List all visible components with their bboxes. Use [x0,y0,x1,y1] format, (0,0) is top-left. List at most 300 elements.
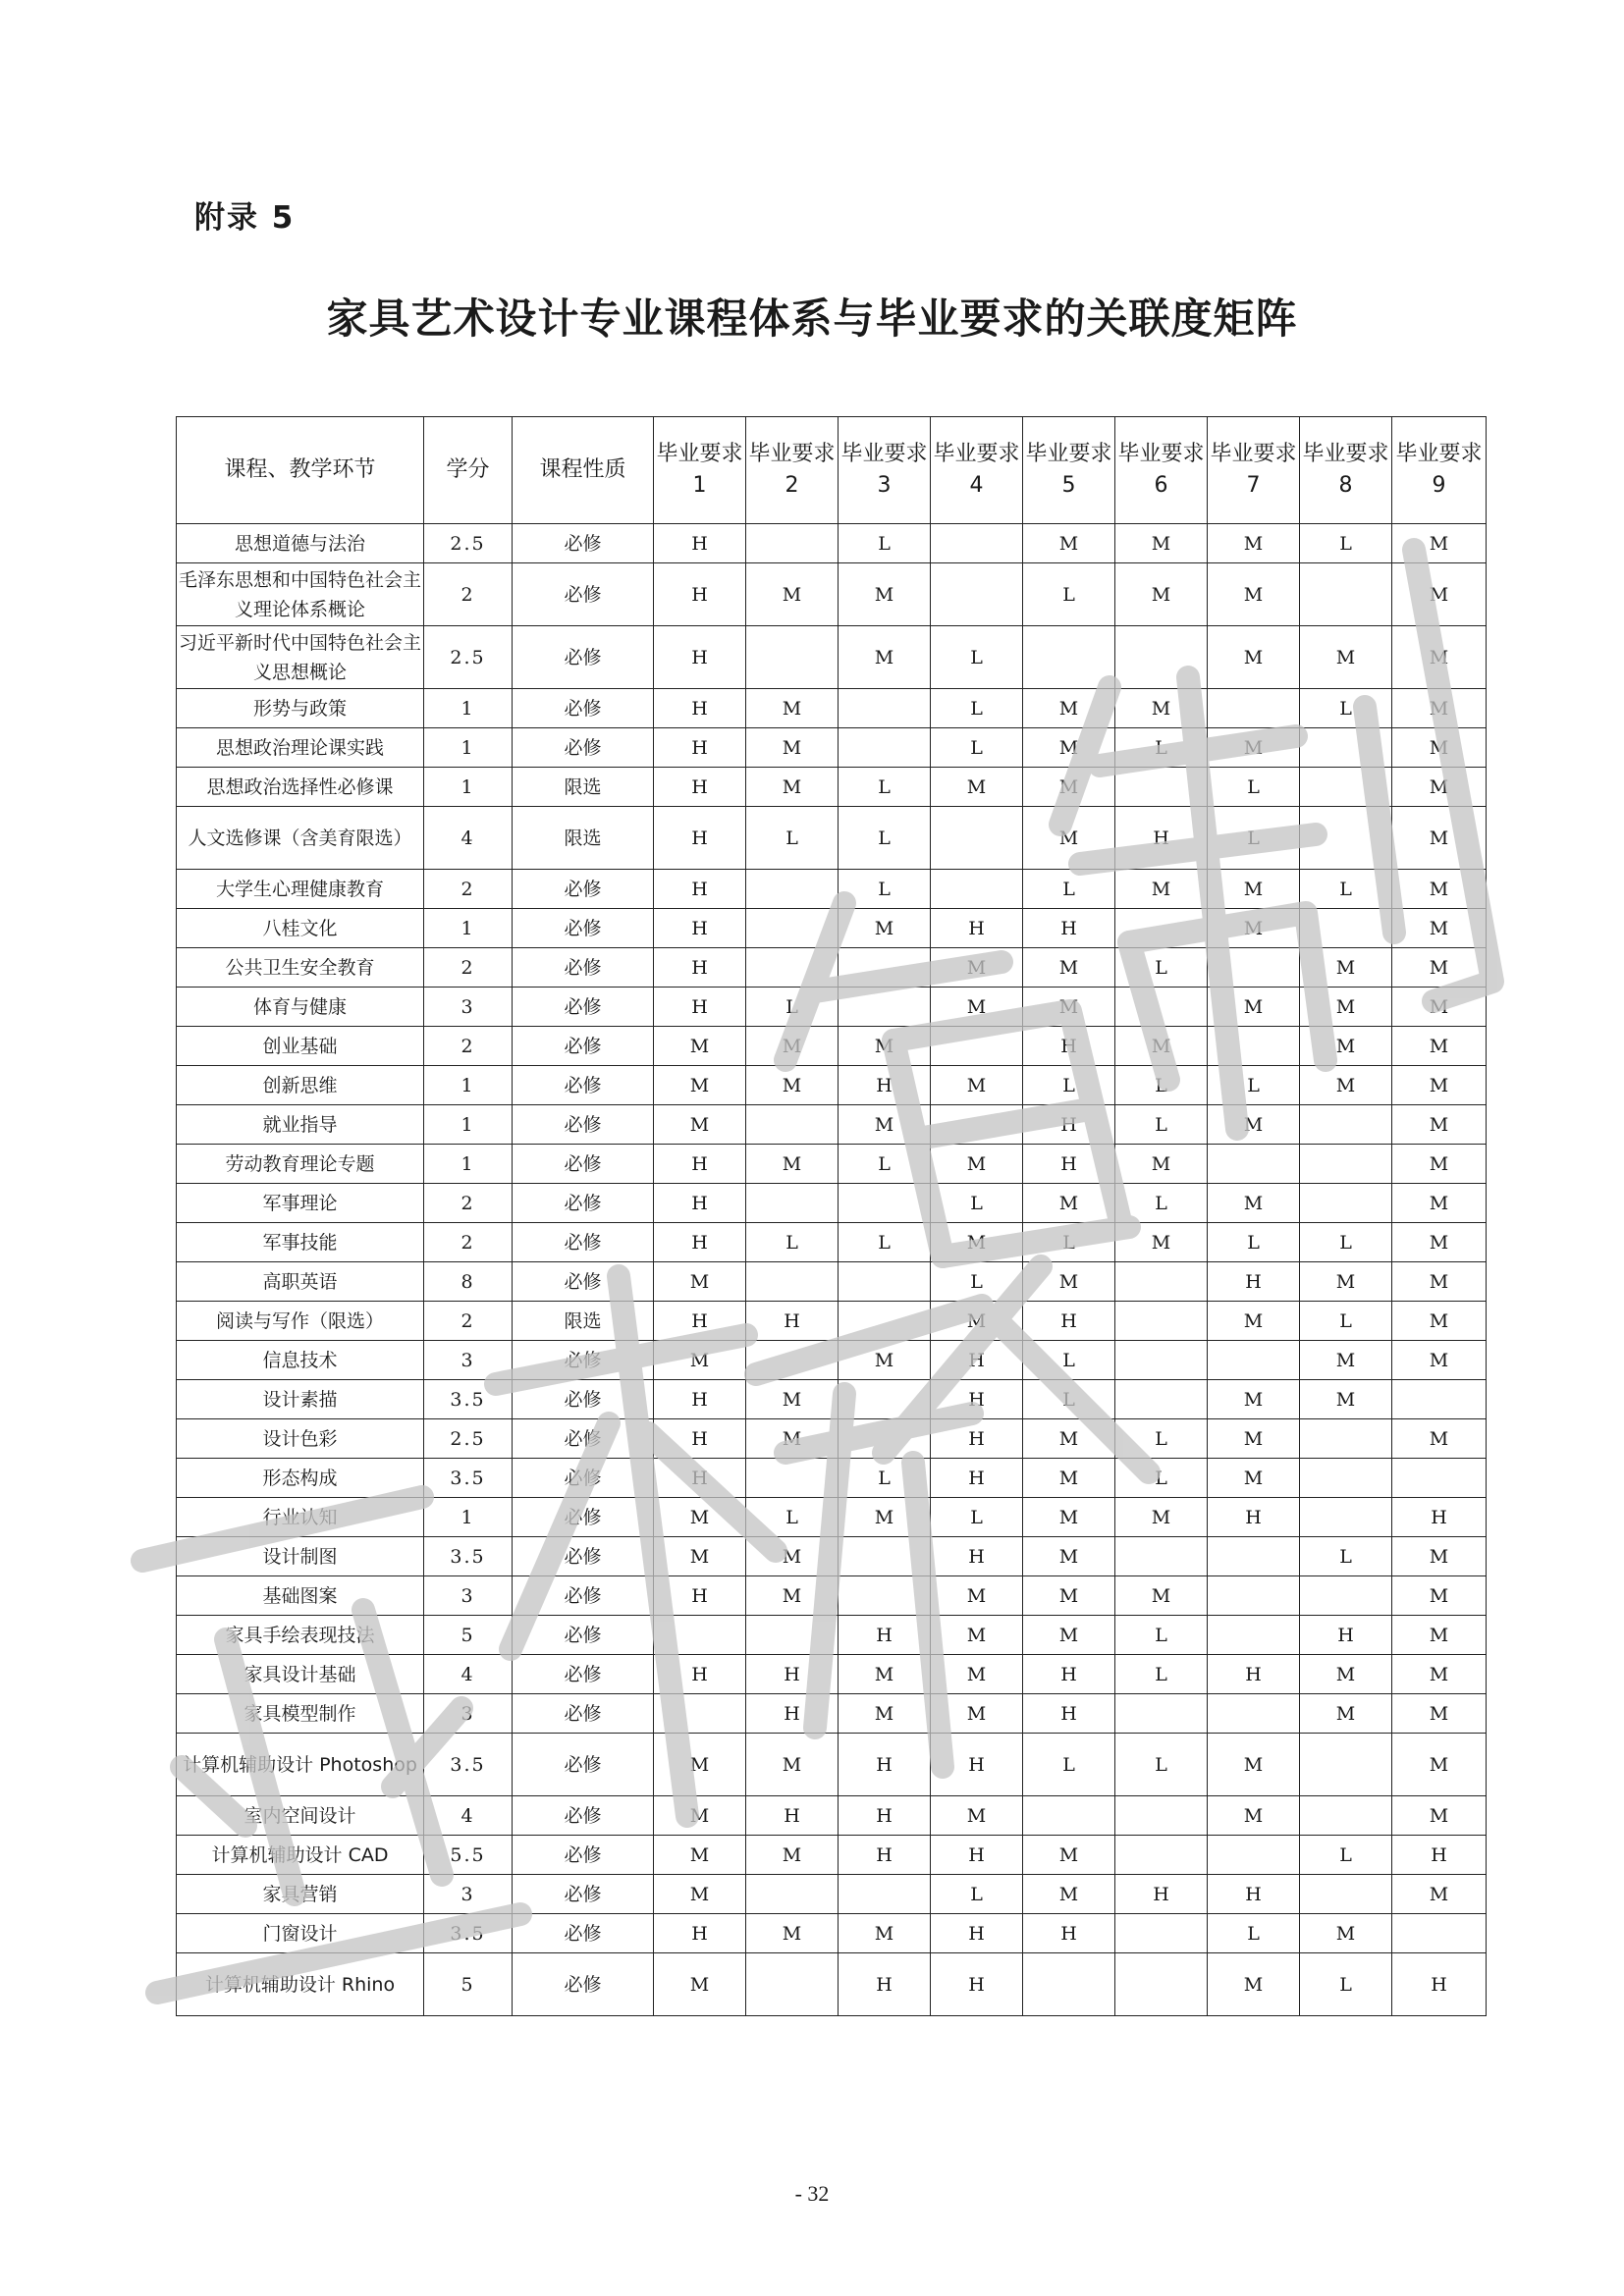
req-6-level-cell: H [1115,1875,1208,1914]
course-nature-cell: 必修 [513,1184,654,1223]
req-3-level-cell: L [839,807,931,870]
req-3-level-cell [839,1184,931,1223]
req-2-level-cell: L [746,1498,839,1537]
course-nature-cell: 必修 [513,563,654,626]
req-8-level-cell [1300,563,1392,626]
req-2-level-cell: M [746,563,839,626]
req-7-level-cell: M [1208,1796,1300,1836]
req-5-level-cell: M [1023,988,1115,1027]
credit-cell: 2 [424,1027,513,1066]
req-7-level-cell: M [1208,626,1300,689]
req-3-level-cell [839,948,931,988]
req-3-level-cell: M [839,1694,931,1734]
course-name-cell: 行业认知 [177,1498,424,1537]
course-nature-cell: 必修 [513,1105,654,1145]
req-2-level-cell: M [746,689,839,728]
req-1-level-cell: M [654,1066,746,1105]
req-6-level-cell [1115,768,1208,807]
req-6-level-cell [1115,1341,1208,1380]
appendix-label: 附录 5 [194,200,296,236]
document-title: 家具艺术设计专业课程体系与毕业要求的关联度矩阵 [326,294,1298,343]
credit-cell: 2 [424,1223,513,1262]
req-4-level-cell [931,563,1023,626]
header-row [177,417,1487,524]
req-9-level-cell [1392,1459,1487,1498]
credit-cell: 4 [424,1655,513,1694]
req-4-level-cell: L [931,689,1023,728]
table-row [177,1953,1487,2016]
table-row [177,1105,1487,1145]
header-req-9: 毕业要求9 [1392,417,1487,524]
req-8-level-cell: L [1300,1953,1392,2016]
req-8-level-cell: L [1300,1836,1392,1875]
course-nature-cell: 必修 [513,524,654,563]
req-5-level-cell: H [1023,1694,1115,1734]
req-2-level-cell: H [746,1655,839,1694]
credit-cell: 3.5 [424,1537,513,1576]
req-3-level-cell [839,1380,931,1419]
course-nature-cell: 必修 [513,870,654,909]
credit-cell: 2.5 [424,1419,513,1459]
credit-cell: 1 [424,909,513,948]
course-nature-cell: 必修 [513,626,654,689]
req-6-level-cell: L [1115,1459,1208,1498]
course-nature-cell: 必修 [513,1734,654,1796]
req-7-level-cell: M [1208,870,1300,909]
req-8-level-cell [1300,1419,1392,1459]
req-5-level-cell: M [1023,1537,1115,1576]
table-row [177,1914,1487,1953]
req-3-level-cell: M [839,909,931,948]
table-row [177,626,1487,689]
req-5-level-cell: M [1023,1576,1115,1616]
credit-cell: 1 [424,1066,513,1105]
req-1-level-cell: H [654,689,746,728]
req-4-level-cell: M [931,1796,1023,1836]
req-9-level-cell: H [1392,1953,1487,2016]
req-7-level-cell: M [1208,1734,1300,1796]
credit-cell: 1 [424,1498,513,1537]
req-5-level-cell: L [1023,1341,1115,1380]
credit-cell: 4 [424,807,513,870]
req-6-level-cell [1115,626,1208,689]
req-4-level-cell: M [931,1066,1023,1105]
req-1-level-cell: H [654,768,746,807]
req-5-level-cell: L [1023,563,1115,626]
req-3-level-cell: L [839,524,931,563]
req-6-level-cell [1115,1262,1208,1302]
req-9-level-cell: M [1392,909,1487,948]
req-6-level-cell: M [1115,1223,1208,1262]
req-3-level-cell [839,1875,931,1914]
req-9-level-cell: M [1392,1655,1487,1694]
req-2-level-cell [746,870,839,909]
req-7-level-cell [1208,1616,1300,1655]
req-4-level-cell [931,524,1023,563]
req-2-level-cell [746,524,839,563]
req-9-level-cell: M [1392,1796,1487,1836]
req-4-level-cell: M [931,948,1023,988]
req-4-level-cell: L [931,728,1023,768]
req-3-level-cell: M [839,1498,931,1537]
req-4-level-cell: L [931,626,1023,689]
req-1-level-cell: M [654,1796,746,1836]
req-6-level-cell: L [1115,1066,1208,1105]
req-4-level-cell: M [931,1302,1023,1341]
req-5-level-cell: M [1023,1498,1115,1537]
req-9-level-cell: M [1392,626,1487,689]
req-3-level-cell: L [839,870,931,909]
req-5-level-cell: M [1023,948,1115,988]
req-2-level-cell: L [746,807,839,870]
req-9-level-cell: M [1392,1223,1487,1262]
credit-cell: 2 [424,563,513,626]
req-1-level-cell: H [654,1223,746,1262]
course-name-cell: 计算机辅助设计 Photoshop [177,1734,424,1796]
req-7-level-cell [1208,1537,1300,1576]
req-4-level-cell: H [931,1734,1023,1796]
req-1-level-cell: M [654,1875,746,1914]
req-8-level-cell: L [1300,1223,1392,1262]
credit-cell: 1 [424,1145,513,1184]
req-6-level-cell: L [1115,948,1208,988]
req-8-level-cell [1300,807,1392,870]
req-6-level-cell: M [1115,689,1208,728]
req-7-level-cell: L [1208,1066,1300,1105]
credit-cell: 2 [424,948,513,988]
table-row [177,1694,1487,1734]
course-nature-cell: 限选 [513,1302,654,1341]
req-9-level-cell: H [1392,1498,1487,1537]
table-row [177,1576,1487,1616]
credit-cell: 3.5 [424,1380,513,1419]
req-3-level-cell: L [839,1145,931,1184]
credit-cell: 3 [424,1694,513,1734]
req-6-level-cell [1115,1694,1208,1734]
req-5-level-cell: H [1023,1027,1115,1066]
req-6-level-cell [1115,1796,1208,1836]
course-nature-cell: 必修 [513,1914,654,1953]
course-name-cell: 形势与政策 [177,689,424,728]
req-6-level-cell: L [1115,1734,1208,1796]
course-name-cell: 八桂文化 [177,909,424,948]
table-row [177,728,1487,768]
req-2-level-cell: M [746,1066,839,1105]
req-6-level-cell: M [1115,524,1208,563]
req-9-level-cell: M [1392,807,1487,870]
req-8-level-cell [1300,1105,1392,1145]
req-1-level-cell: H [654,1914,746,1953]
req-8-level-cell: M [1300,1655,1392,1694]
req-5-level-cell: M [1023,728,1115,768]
credit-cell: 3.5 [424,1734,513,1796]
course-nature-cell: 必修 [513,1836,654,1875]
req-5-level-cell: M [1023,1459,1115,1498]
table-row [177,870,1487,909]
table-row [177,1796,1487,1836]
course-nature-cell: 必修 [513,1380,654,1419]
req-7-level-cell [1208,1836,1300,1875]
req-5-level-cell: M [1023,1184,1115,1223]
req-9-level-cell: M [1392,1419,1487,1459]
req-1-level-cell: H [654,524,746,563]
table-row [177,948,1487,988]
req-1-level-cell: M [654,1836,746,1875]
req-7-level-cell: M [1208,1184,1300,1223]
req-3-level-cell [839,728,931,768]
req-2-level-cell: M [746,1734,839,1796]
req-6-level-cell: L [1115,1105,1208,1145]
req-5-level-cell: M [1023,1262,1115,1302]
req-8-level-cell: L [1300,689,1392,728]
req-8-level-cell: M [1300,1341,1392,1380]
req-8-level-cell: M [1300,1262,1392,1302]
course-nature-cell: 必修 [513,1655,654,1694]
table-row [177,1459,1487,1498]
req-1-level-cell: H [654,1380,746,1419]
req-1-level-cell: M [654,1105,746,1145]
req-7-level-cell: M [1208,1380,1300,1419]
header-req-4: 毕业要求4 [931,417,1023,524]
req-7-level-cell: H [1208,1875,1300,1914]
course-nature-cell: 必修 [513,1796,654,1836]
req-9-level-cell: M [1392,1875,1487,1914]
req-7-level-cell: M [1208,1953,1300,2016]
course-nature-cell: 限选 [513,807,654,870]
course-name-cell: 创新思维 [177,1066,424,1105]
table-row [177,1184,1487,1223]
req-2-level-cell: M [746,768,839,807]
req-8-level-cell: L [1300,870,1392,909]
course-nature-cell: 必修 [513,1262,654,1302]
req-8-level-cell [1300,1796,1392,1836]
table-row [177,1223,1487,1262]
req-8-level-cell: M [1300,1066,1392,1105]
req-4-level-cell: H [931,1914,1023,1953]
req-3-level-cell [839,689,931,728]
req-3-level-cell: L [839,1459,931,1498]
table-row [177,1537,1487,1576]
course-nature-cell: 必修 [513,689,654,728]
course-name-cell: 设计色彩 [177,1419,424,1459]
course-nature-cell: 必修 [513,1616,654,1655]
credit-cell: 2.5 [424,524,513,563]
req-7-level-cell [1208,1027,1300,1066]
req-5-level-cell: M [1023,1419,1115,1459]
req-6-level-cell [1115,1836,1208,1875]
req-5-level-cell: M [1023,807,1115,870]
course-nature-cell: 必修 [513,948,654,988]
req-2-level-cell [746,1459,839,1498]
req-7-level-cell: M [1208,728,1300,768]
req-6-level-cell: M [1115,563,1208,626]
course-name-cell: 基础图案 [177,1576,424,1616]
req-4-level-cell: L [931,1498,1023,1537]
req-4-level-cell [931,807,1023,870]
req-2-level-cell [746,626,839,689]
req-6-level-cell: M [1115,1027,1208,1066]
table-row [177,1616,1487,1655]
course-name-cell: 公共卫生安全教育 [177,948,424,988]
req-3-level-cell [839,1262,931,1302]
req-7-level-cell: L [1208,807,1300,870]
req-8-level-cell: L [1300,524,1392,563]
req-2-level-cell: M [746,1419,839,1459]
req-3-level-cell: M [839,1105,931,1145]
req-3-level-cell: M [839,1341,931,1380]
table-row [177,1066,1487,1105]
table-row [177,909,1487,948]
req-2-level-cell: H [746,1796,839,1836]
req-4-level-cell: L [931,1184,1023,1223]
req-9-level-cell: M [1392,728,1487,768]
course-name-cell: 军事技能 [177,1223,424,1262]
req-8-level-cell: L [1300,1302,1392,1341]
course-name-cell: 家具营销 [177,1875,424,1914]
req-8-level-cell [1300,1145,1392,1184]
req-2-level-cell [746,909,839,948]
req-5-level-cell: M [1023,768,1115,807]
req-2-level-cell [746,1875,839,1914]
req-2-level-cell: M [746,1027,839,1066]
req-9-level-cell: M [1392,988,1487,1027]
req-6-level-cell: M [1115,1498,1208,1537]
req-1-level-cell: M [654,1953,746,2016]
matrix-body [177,524,1487,2016]
req-1-level-cell: H [654,1655,746,1694]
req-7-level-cell: M [1208,1459,1300,1498]
req-7-level-cell: L [1208,1914,1300,1953]
req-7-level-cell: M [1208,1105,1300,1145]
req-1-level-cell: M [654,1498,746,1537]
req-1-level-cell: H [654,563,746,626]
course-nature-cell: 必修 [513,1027,654,1066]
req-4-level-cell: M [931,768,1023,807]
req-9-level-cell: M [1392,1262,1487,1302]
req-9-level-cell: M [1392,1066,1487,1105]
table-row [177,1262,1487,1302]
req-1-level-cell: H [654,1576,746,1616]
course-name-cell: 家具手绘表现技法 [177,1616,424,1655]
req-7-level-cell [1208,1576,1300,1616]
req-4-level-cell: H [931,1380,1023,1419]
req-5-level-cell: L [1023,1223,1115,1262]
req-6-level-cell: H [1115,807,1208,870]
req-1-level-cell: M [654,1341,746,1380]
req-1-level-cell: H [654,988,746,1027]
credit-cell: 1 [424,768,513,807]
header-credit: 学分 [424,417,513,524]
req-8-level-cell [1300,768,1392,807]
req-6-level-cell: L [1115,1184,1208,1223]
req-7-level-cell: M [1208,909,1300,948]
req-2-level-cell [746,1105,839,1145]
req-5-level-cell: L [1023,1734,1115,1796]
req-6-level-cell: L [1115,1419,1208,1459]
course-name-cell: 设计制图 [177,1537,424,1576]
course-nature-cell: 必修 [513,1459,654,1498]
req-5-level-cell: L [1023,870,1115,909]
req-6-level-cell: M [1115,1576,1208,1616]
req-6-level-cell [1115,1380,1208,1419]
req-5-level-cell: H [1023,1655,1115,1694]
req-9-level-cell: M [1392,768,1487,807]
req-8-level-cell: M [1300,988,1392,1027]
req-2-level-cell [746,1616,839,1655]
course-name-cell: 室内空间设计 [177,1796,424,1836]
course-nature-cell: 必修 [513,1145,654,1184]
req-3-level-cell: M [839,626,931,689]
page-number: - 32 [794,2181,830,2206]
header-req-7: 毕业要求7 [1208,417,1300,524]
course-nature-cell: 必修 [513,909,654,948]
req-7-level-cell: M [1208,988,1300,1027]
req-7-level-cell: H [1208,1655,1300,1694]
req-9-level-cell: M [1392,1145,1487,1184]
req-7-level-cell [1208,1145,1300,1184]
req-3-level-cell [839,1576,931,1616]
credit-cell: 3 [424,1875,513,1914]
course-name-cell: 家具设计基础 [177,1655,424,1694]
table-row [177,1341,1487,1380]
req-1-level-cell: H [654,1459,746,1498]
req-6-level-cell [1115,1953,1208,2016]
req-5-level-cell [1023,1796,1115,1836]
req-4-level-cell: M [931,988,1023,1027]
course-name-cell: 毛泽东思想和中国特色社会主义理论体系概论 [177,563,424,626]
req-6-level-cell: L [1115,728,1208,768]
req-8-level-cell: M [1300,1694,1392,1734]
req-8-level-cell [1300,1459,1392,1498]
table-row [177,768,1487,807]
req-9-level-cell: M [1392,1537,1487,1576]
req-3-level-cell: M [839,1027,931,1066]
table-row [177,1655,1487,1694]
course-name-cell: 思想道德与法治 [177,524,424,563]
req-1-level-cell: H [654,626,746,689]
credit-cell: 1 [424,1105,513,1145]
course-name-cell: 计算机辅助设计 Rhino [177,1953,424,2016]
req-9-level-cell: M [1392,524,1487,563]
table-row [177,988,1487,1027]
course-name-cell: 劳动教育理论专题 [177,1145,424,1184]
req-8-level-cell: M [1300,948,1392,988]
req-9-level-cell: M [1392,689,1487,728]
req-1-level-cell: M [654,1537,746,1576]
req-6-level-cell: L [1115,1655,1208,1694]
course-name-cell: 体育与健康 [177,988,424,1027]
req-5-level-cell: L [1023,1066,1115,1105]
req-8-level-cell: M [1300,626,1392,689]
course-name-cell: 设计素描 [177,1380,424,1419]
course-name-cell: 门窗设计 [177,1914,424,1953]
req-5-level-cell: M [1023,524,1115,563]
req-9-level-cell [1392,1914,1487,1953]
req-4-level-cell: H [931,1836,1023,1875]
req-5-level-cell: M [1023,1875,1115,1914]
req-9-level-cell: M [1392,563,1487,626]
credit-cell: 2.5 [424,626,513,689]
req-5-level-cell: M [1023,1616,1115,1655]
req-4-level-cell: M [931,1576,1023,1616]
req-8-level-cell: H [1300,1616,1392,1655]
req-4-level-cell: L [931,1875,1023,1914]
req-2-level-cell [746,1341,839,1380]
course-name-cell: 阅读与写作（限选） [177,1302,424,1341]
course-name-cell: 信息技术 [177,1341,424,1380]
table-row [177,1027,1487,1066]
req-1-level-cell: H [654,1419,746,1459]
